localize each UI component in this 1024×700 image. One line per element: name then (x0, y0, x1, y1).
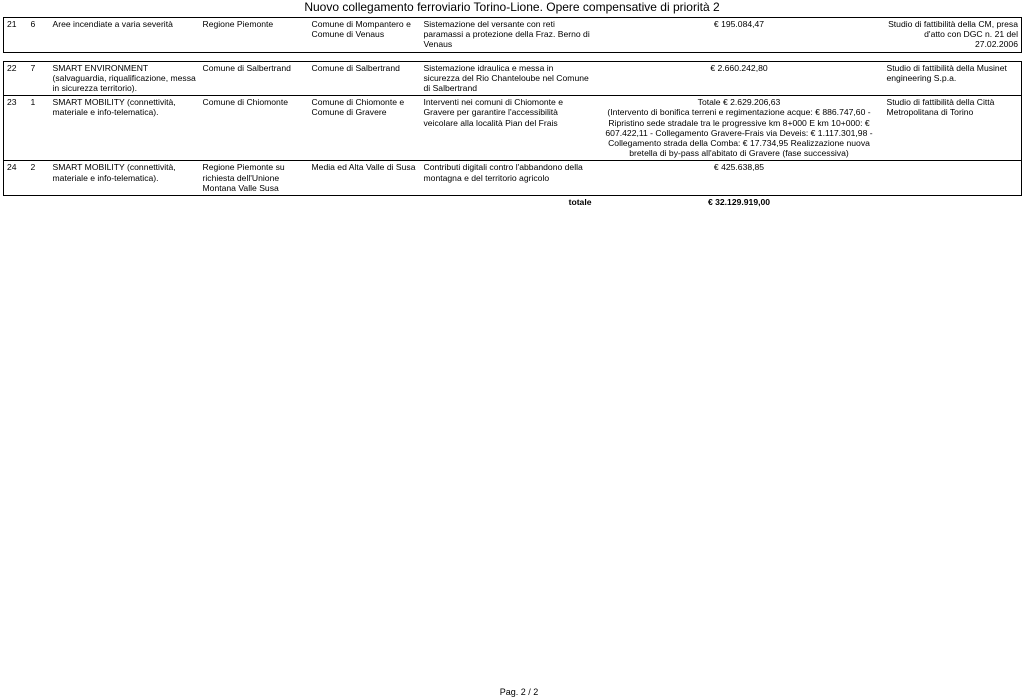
category: Aree incendiate a varia severità (50, 18, 200, 53)
total-value: € 32.129.919,00 (707, 197, 771, 208)
proponent: Comune di Salbertrand (200, 61, 309, 96)
priority: 2 (28, 161, 50, 196)
table-row (4, 61, 1022, 96)
location: Comune di Chiomonte e Comune di Gravere (309, 96, 421, 161)
study: Studio di fattibilità della Città Metropolitana di Torino (884, 96, 1022, 161)
priority: 6 (28, 18, 50, 53)
study (884, 161, 1022, 196)
row-number: 22 (4, 61, 28, 96)
row-number: 23 (4, 96, 28, 161)
study: Studio di fattibilità della CM, presa d'atto con DGC n. 21 del 27.02.2006 (884, 18, 1022, 53)
table-row (4, 96, 1022, 161)
row-number: 21 (4, 18, 28, 53)
category: SMART ENVIRONMENT (salvaguardia, riqualificazione, messa in sicurezza territorio). (50, 61, 200, 96)
amount (595, 96, 884, 161)
page-title: Nuovo collegamento ferroviario Torino-Lione. Opere compensative di priorità 2 (304, 0, 720, 14)
priority: 1 (28, 96, 50, 161)
description: Contributi digitali contro l'abbandono della montagna e del territorio agricolo (421, 161, 595, 196)
amount-total: Totale € 2.629.206,63 (697, 97, 781, 108)
description: Sistemazione idraulica e messa in sicurezza del Rio Chanteloube nel Comune di Salbertrand (421, 61, 595, 96)
description: Interventi nei comuni di Chiomonte e Gravere per garantire l'accessibilità veicolare alla località Pian del Frais (421, 96, 595, 161)
study: Studio di fattibilità della Musinet engineering S.p.a. (884, 61, 1022, 96)
amount-detail: (Intervento di bonifica terreni e regimentazione acque: € 886.747,60 - Ripristino sede stradale tra le progressive km 8+000 E km 10+000: € 607.422,11 - Collegamento Gravere-Frais via Deveis: € 1.117.301,98 - Collegamento strada della Comba: € 17.734,95 Realizzazione nuova bretella di by-pass all'abitato di Gravere (fase successiva) (605, 107, 873, 159)
location: Media ed Alta Valle di Susa (309, 161, 421, 196)
works-table (3, 17, 1022, 209)
category: SMART MOBILITY (connettività, materiale e info-telematica). (50, 96, 200, 161)
total-row (4, 196, 1022, 210)
amount: € 425.638,85 (595, 161, 884, 196)
amount: € 195.084,47 (595, 18, 884, 53)
description: Sistemazione del versante con reti paramassi a protezione della Fraz. Berno di Venaus (421, 18, 595, 53)
location: Comune di Mompantero e Comune di Venaus (309, 18, 421, 53)
row-number: 24 (4, 161, 28, 196)
priority: 7 (28, 61, 50, 96)
table-row (4, 18, 1022, 53)
page-footer: Pag. 2 / 2 (499, 687, 539, 697)
location: Comune di Salbertrand (309, 61, 421, 96)
table-row (4, 161, 1022, 196)
proponent: Regione Piemonte su richiesta dell'Unione Montana Valle Susa (200, 161, 309, 196)
proponent: Regione Piemonte (200, 18, 309, 53)
category: SMART MOBILITY (connettività, materiale e info-telematica). (50, 161, 200, 196)
total-label: totale (568, 197, 592, 208)
amount: € 2.660.242,80 (595, 61, 884, 96)
proponent: Comune di Chiomonte (200, 96, 309, 161)
